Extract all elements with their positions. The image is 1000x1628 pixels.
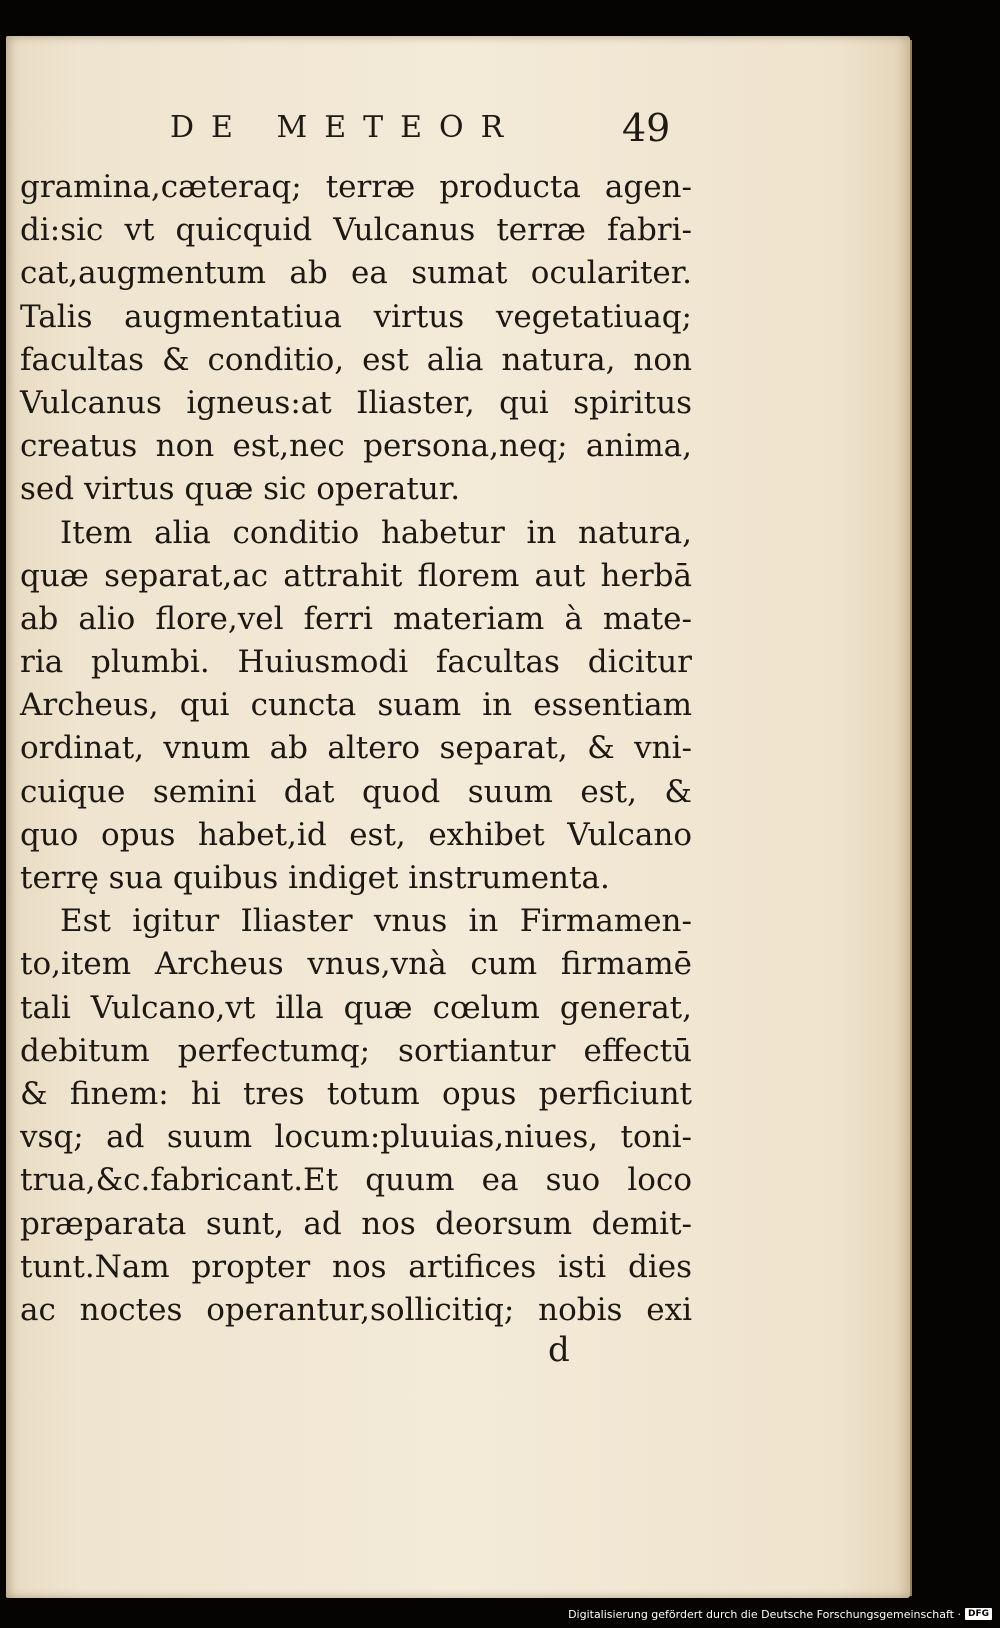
signature-mark: d — [548, 1330, 570, 1370]
text-line: debitum perfectumq; sortiantur effectū — [20, 1032, 692, 1069]
paragraph-first-line: Item alia conditio habetur in natura, — [60, 514, 692, 551]
text-line: to,item Archeus vnus,vnà cum firmamē — [20, 946, 692, 983]
text-line: tali Vulcano,vt illa quæ cœlum generat, — [20, 989, 692, 1026]
text-line: trua,&c.fabricant.Et quum ea suo loco — [20, 1162, 692, 1199]
text-line: tunt.Nam propter nos artifices isti dies — [20, 1248, 692, 1285]
text-line: ab alio flore,vel ferri materiam à mate- — [20, 600, 692, 637]
text-line: di:sic vt quicquid Vulcanus terræ fabri- — [20, 212, 692, 249]
text-line: terrę sua quibus indiget instrumenta. — [20, 860, 610, 896]
text-line: cat,augmentum ab ea sumat oculariter. — [20, 255, 692, 292]
digitization-footer — [568, 1602, 992, 1626]
footer-credit: Digitalisierung gefördert durch die Deutsche Forschungsgemeinschaft · — [568, 1607, 961, 1621]
page-number: 49 — [622, 106, 671, 150]
body-text — [20, 166, 692, 1332]
text-line: præparata sunt, ad nos deorsum demit- — [20, 1205, 692, 1242]
text-line: Vulcanus igneus:at Iliaster, qui spiritus — [20, 384, 692, 421]
text-line: vsq; ad suum locum:pluuias,niues, toni- — [20, 1119, 692, 1156]
text-line: gramina,cæteraq; terræ producta agen- — [20, 169, 692, 205]
text-line: ria plumbi. Huiusmodi facultas dicitur — [20, 644, 692, 681]
text-line: cuique semini dat quod suum est, & — [20, 773, 692, 810]
text-line: & finem: hi tres totum opus perficiunt — [20, 1075, 692, 1112]
text-line: facultas & conditio, est alia natura, non — [20, 341, 692, 378]
text-line: sed virtus quæ sic operatur. — [20, 471, 461, 508]
paragraph-first-line: Est igitur Iliaster vnus in Firmamen- — [60, 903, 692, 940]
dfg-logo: DFG — [965, 1608, 992, 1620]
running-title: DE METEOR — [170, 110, 521, 145]
text-line: Talis augmentatiua virtus vegetatiuaq; — [20, 298, 692, 335]
text-line: quo opus habet,id est, exhibet Vulcano — [20, 816, 692, 853]
text-line: ac noctes operantur,sollicitiq; nobis exi — [20, 1291, 692, 1328]
text-line: ordinat, vnum ab altero separat, & vni- — [20, 730, 692, 767]
text-line: creatus non est,nec persona,neq; anima, — [20, 428, 692, 465]
text-line: quæ separat,ac attrahit florem aut herbā — [20, 557, 692, 594]
text-line: Archeus, qui cuncta suam in essentiam — [20, 687, 692, 724]
